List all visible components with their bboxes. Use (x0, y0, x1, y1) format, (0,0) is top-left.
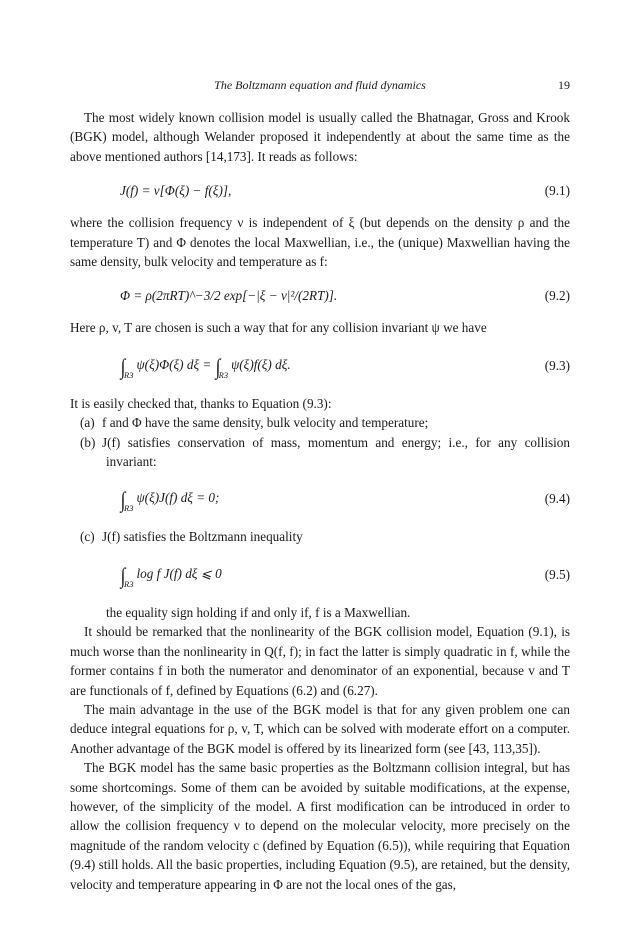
equation-9-5-body: log f J(f) dξ ⩽ 0 (136, 565, 222, 581)
equation-9-3 (70, 351, 570, 381)
paragraph-7: The main advantage in the use of the BGK model is that for any given problem one can deduce integral equations for ρ, v, T, which can be solved with moderate effort on a computer. Another advantage of the BGK model is offered by its linearized form (see [43, 113,35]). (70, 701, 570, 756)
equation-9-4-body: ψ(ξ)J(f) dξ = 0; (136, 490, 220, 506)
paragraph-4: It is easily checked that, thanks to Equation (9.3): (70, 395, 332, 411)
paragraph-5: the equality sign holding if and only if, f is a Maxwellian. (106, 604, 411, 620)
list-item-c (70, 527, 570, 546)
paragraph-6: It should be remarked that the nonlinearity of the BGK collision model, Equation (9.1), is much worse than the nonlinearity in Q(f, f); in fact the latter is simply quadratic in f, while the former contains f in both the numerator and denominator of an exponential, because v and T are functionals of f, defined by Equations (6.2) and (6.27). (70, 624, 570, 698)
paragraph-3: Here ρ, v, T are chosen is such a way that for any collision invariant ψ we have (70, 320, 487, 336)
list-item-a (70, 413, 570, 432)
page-number: 19 (558, 78, 570, 92)
integral-domain: R3 (124, 503, 134, 514)
integral-sign: ∫ (120, 562, 126, 588)
equation-9-1 (70, 179, 570, 201)
equation-9-4 (70, 484, 570, 514)
equation-9-4-expression (120, 488, 219, 518)
equation-9-2-number: (9.2) (544, 288, 570, 304)
integral-domain: R3 (218, 369, 229, 380)
equation-9-4-number: (9.4) (544, 491, 570, 507)
integral-sign: ∫ (120, 353, 126, 379)
integral-sign: ∫ (120, 487, 126, 513)
running-header (70, 78, 570, 98)
list-label-c: (c) (80, 529, 95, 545)
equation-9-3-expression (120, 355, 291, 385)
equation-9-3-right: ψ(ξ)f(ξ) dξ. (231, 356, 291, 372)
page-body (70, 108, 570, 894)
paragraph-8: The BGK model has the same basic properties as the Boltzmann collision integral, but has some shortcomings. Some of them can be avoided by suitable modifications, at the expense, however, of the simplicity of the model. A first modification can be introduced in order to allow the collision frequency ν to depend on the molecular velocity, more precisely on the magnitude of the random velocity c (defined by Equation (6.5)), while requiring that Equation (9.4) still holds. All the basic properties, including Equation (9.5), are retained, but the density, velocity and temperature appearing in Φ are not the local ones of the gas, (70, 760, 570, 892)
list-label-b: (b) (80, 434, 96, 450)
equation-9-5 (70, 560, 570, 590)
integral-domain: R3 (124, 578, 134, 589)
equation-9-2-expression: Φ = ρ(2πRT)^−3/2 exp[−|ξ − v|²/(2RT)]. (120, 288, 338, 304)
equation-9-2 (70, 284, 570, 306)
equation-9-5-expression (120, 564, 222, 594)
list-text-a: f and Φ have the same density, bulk velocity and temperature; (102, 415, 429, 431)
list-item-b (70, 433, 570, 472)
integral-sign: ∫ (215, 353, 221, 379)
equation-9-3-number: (9.3) (544, 357, 570, 373)
paragraph-2: where the collision frequency ν is independent of ξ (but depends on the density ρ and the temperature T) and Φ denotes the local Maxwellian, i.e., the (unique) Maxwellian having the same density, bulk velocity and temperature as f: (70, 215, 570, 270)
equation-9-1-expression: J(f) = ν[Φ(ξ) − f(ξ)], (120, 183, 232, 199)
equation-9-3-left: ψ(ξ)Φ(ξ) dξ = (136, 356, 212, 372)
equation-9-5-number: (9.5) (544, 566, 570, 582)
equation-9-1-number: (9.1) (544, 183, 570, 199)
running-title: The Boltzmann equation and fluid dynamics (214, 78, 426, 92)
paragraph-1: The most widely known collision model is usually called the Bhatnagar, Gross and Krook (BGK) model, although Welander proposed it independently at about the same time as the above mentioned authors [14,173]. It reads as follows: (70, 110, 570, 164)
list-label-a: (a) (80, 415, 95, 431)
list-text-c: J(f) satisfies the Boltzmann inequality (102, 529, 303, 545)
integral-domain: R3 (124, 369, 134, 380)
list-text-b: J(f) satisfies conservation of mass, momentum and energy; i.e., for any collision invariant: (102, 434, 570, 470)
